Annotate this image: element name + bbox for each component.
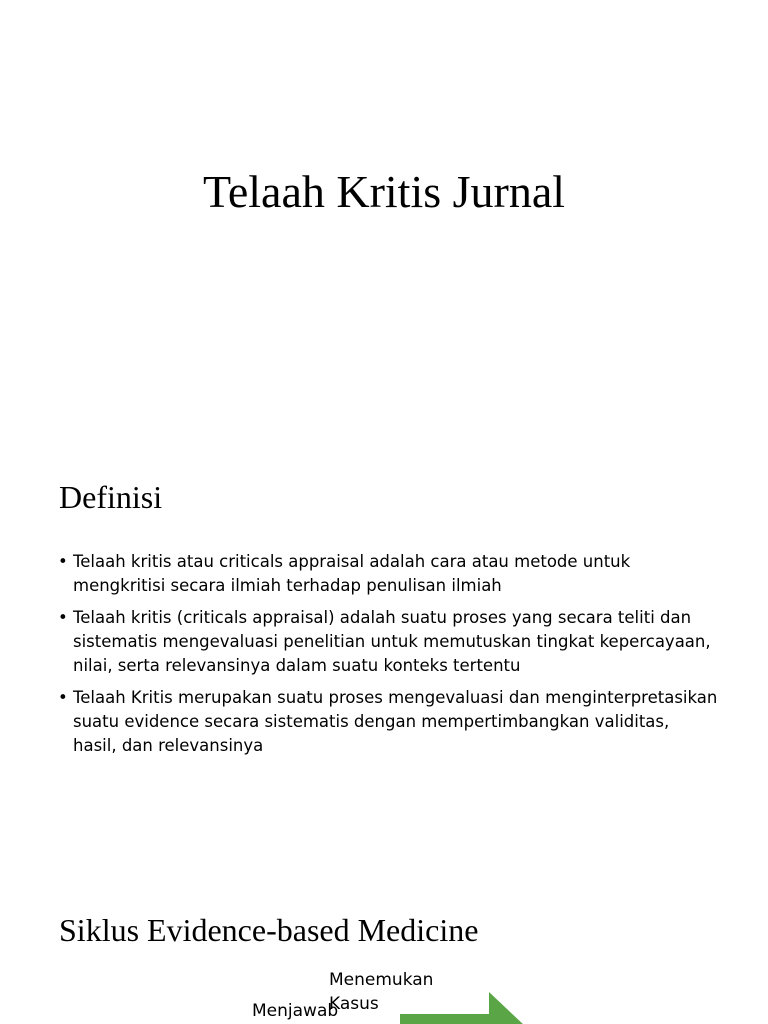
bullet-dot-icon: • — [58, 552, 68, 571]
cycle-label-menjawab: Menjawab — [252, 1001, 339, 1021]
definition-text: Telaah kritis atau criticals appraisal adalah cara atau metode untuk mengkritisi secara ilmiah terhadap penulisan ilmiah — [73, 552, 631, 595]
definition-item — [58, 550, 718, 598]
definition-text: Telaah Kritis merupakan suatu proses mengevaluasi dan menginterpretasikan suatu evidence secara sistematis dengan mempertimbangkan validitas, hasil, dan relevansinya — [73, 688, 718, 755]
definition-list — [58, 550, 718, 766]
definition-item — [58, 606, 718, 678]
bullet-dot-icon: • — [58, 608, 68, 627]
siklus-heading: Siklus Evidence-based Medicine — [59, 912, 479, 948]
slide-title: Telaah Kritis Jurnal — [202, 166, 566, 217]
cycle-label-menemukan-kasus: Menemukan Kasus — [329, 970, 434, 1014]
bullet-dot-icon: • — [58, 688, 68, 707]
definition-text: Telaah kritis (criticals appraisal) adalah suatu proses yang secara teliti dan sistematis mengevaluasi penelitian untuk memutuskan tingkat kepercayaan, nilai, serta relevansinya dalam suatu konteks tertentu — [73, 608, 711, 675]
definisi-heading: Definisi — [59, 479, 163, 515]
definition-item — [58, 686, 718, 758]
